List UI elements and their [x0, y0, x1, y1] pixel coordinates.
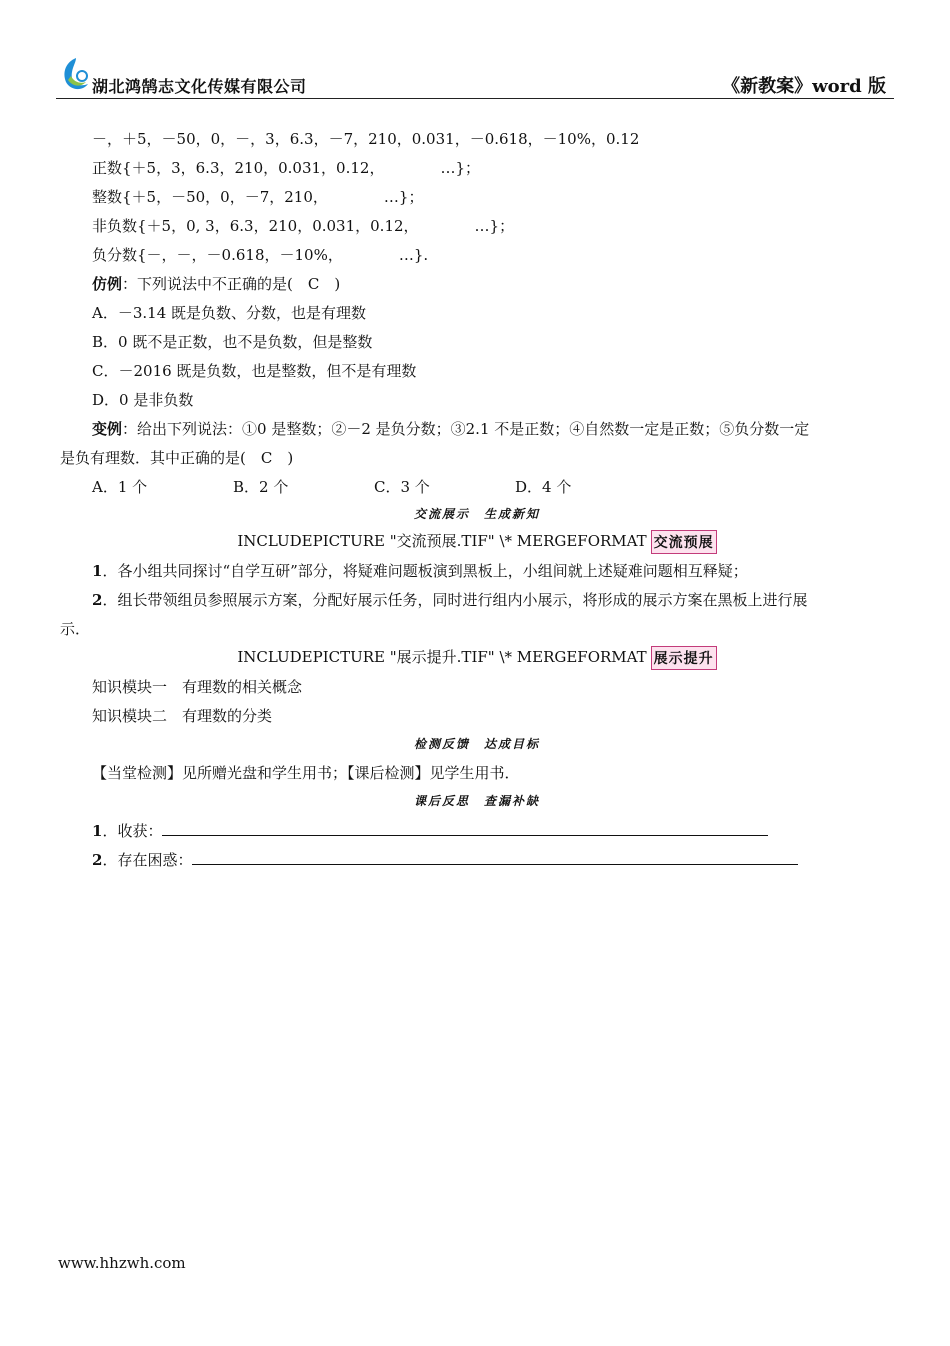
module-one: 知识模块一 有理数的相关概念 — [92, 678, 303, 696]
option-a: A．－3.14 既是负数、分数，也是有理数 — [92, 304, 367, 322]
section-heading-reflection: 课后反思 查漏补缺 — [413, 794, 540, 808]
integer-set: 整数{＋5，－50，0，－7，210， …}； — [92, 188, 424, 206]
variant-question: 变例：给出下列说法：①0 是整数；②－2 是负分数；③2.1 不是正数；④自然数一定是正数；⑤负分数一定 — [92, 420, 810, 438]
section-heading-exchange: 交流展示 生成新知 — [413, 507, 540, 521]
paragraph-2-cont: 示． — [60, 620, 91, 638]
gain-blank[interactable] — [162, 821, 768, 836]
gain-line: 1．收获： — [92, 820, 768, 841]
variant-choices — [92, 476, 571, 497]
choice-a: A．1 个 — [92, 478, 148, 496]
company-logo-icon — [58, 56, 94, 94]
option-d: D．0 是非负数 — [92, 391, 194, 409]
choice-d: D．4 个 — [515, 478, 572, 496]
doubt-blank[interactable] — [192, 850, 798, 865]
include-picture-1: INCLUDEPICTURE "交流预展.TIF" \* MERGEFORMAT 交流预展 — [60, 530, 894, 554]
section-heading-feedback: 检测反馈 达成目标 — [413, 737, 540, 751]
display-badge: 展示提升 — [651, 646, 717, 670]
choice-b: B．2 个 — [233, 478, 289, 496]
doubt-line: 2．存在困惑： — [92, 849, 798, 870]
paragraph-2: 2．组长带领组员参照展示方案，分配好展示任务，同时进行组内小展示，将形成的展示方案在黑板上进行展 — [92, 591, 808, 609]
variant-question-cont: 是负有理数．其中正确的是( C ) — [60, 449, 294, 467]
module-two: 知识模块二 有理数的分类 — [92, 707, 273, 725]
example-question: 仿例：下列说法中不正确的是( C ) — [92, 275, 341, 293]
exchange-badge: 交流预展 — [651, 530, 717, 554]
choice-c: C．3 个 — [374, 478, 430, 496]
paragraph-1: 1．各小组共同探讨“自学互研”部分，将疑难问题板演到黑板上，小组间就上述疑难问题相互释疑； — [92, 562, 748, 580]
positive-set: 正数{＋5，3，6.3，210，0.031，0.12， …}； — [92, 159, 481, 177]
negative-fraction-set: 负分数{－，－，－0.618，－10%， …}. — [92, 246, 429, 264]
page-header — [56, 56, 894, 100]
version-label: 《新教案》word 版 — [722, 76, 886, 97]
nonnegative-set: 非负数{＋5，0, 3，6.3，210，0.031，0.12， …}； — [92, 217, 515, 235]
include-picture-2: INCLUDEPICTURE "展示提升.TIF" \* MERGEFORMAT 展示提升 — [60, 646, 894, 670]
number-list: －，＋5，－50，0，－，3，6.3，－7，210，0.031，－0.618，－10%，0.12 — [92, 130, 640, 148]
header-divider — [56, 98, 894, 99]
option-b: B．0 既不是正数，也不是负数，但是整数 — [92, 333, 373, 351]
option-c: C．－2016 既是负数，也是整数，但不是有理数 — [92, 362, 417, 380]
company-name: 湖北鸿鹄志文化传媒有限公司 — [92, 77, 307, 96]
check-note: 【当堂检测】见所赠光盘和学生用书；【课后检测】见学生用书． — [92, 764, 520, 782]
footer-url: www.hhzwh.com — [58, 1254, 186, 1272]
